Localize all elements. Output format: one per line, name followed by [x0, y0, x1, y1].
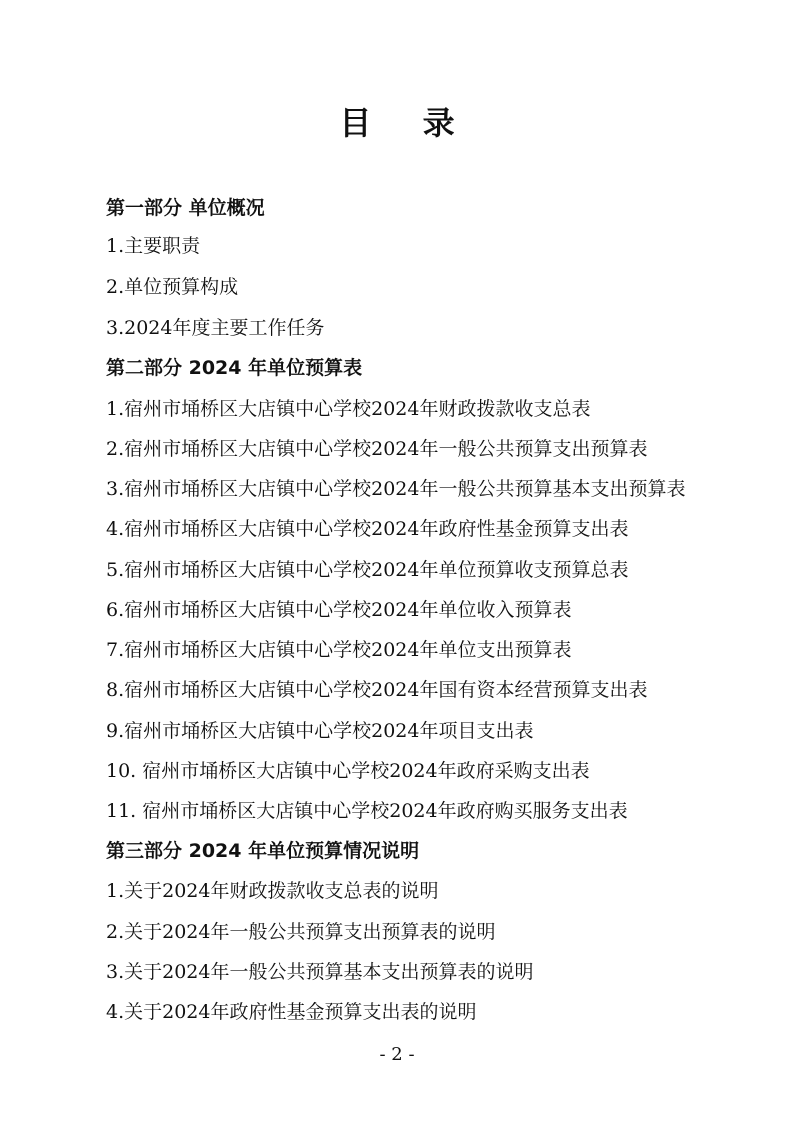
toc-entry: 2.宿州市埇桥区大店镇中心学校2024年一般公共预算支出预算表: [106, 438, 648, 460]
toc-entry: 1.主要职责: [106, 235, 201, 257]
toc-entry: 2.关于2024年一般公共预算支出预算表的说明: [106, 921, 496, 943]
toc-entry: 4.关于2024年政府性基金预算支出表的说明: [106, 1001, 477, 1023]
toc-entry: 5.宿州市埇桥区大店镇中心学校2024年单位预算收支预算总表: [106, 559, 629, 581]
toc-entry: 1.关于2024年财政拨款收支总表的说明: [106, 880, 439, 902]
section-heading: 第三部分 2024 年单位预算情况说明: [106, 840, 420, 862]
toc-entry: 3.宿州市埇桥区大店镇中心学校2024年一般公共预算基本支出预算表: [106, 478, 686, 500]
toc-entry: 1.宿州市埇桥区大店镇中心学校2024年财政拨款收支总表: [106, 398, 591, 420]
toc-entry: 7.宿州市埇桥区大店镇中心学校2024年单位支出预算表: [106, 639, 572, 661]
toc-entry: 9.宿州市埇桥区大店镇中心学校2024年项目支出表: [106, 720, 534, 742]
toc-entry: 11. 宿州市埇桥区大店镇中心学校2024年政府购买服务支出表: [106, 800, 628, 822]
section-heading: 第一部分 单位概况: [106, 197, 265, 219]
page-title: 目 录: [339, 104, 475, 142]
toc-entry: 4.宿州市埇桥区大店镇中心学校2024年政府性基金预算支出表: [106, 518, 629, 540]
toc-entry: 2.单位预算构成: [106, 276, 239, 298]
toc-entry: 3.关于2024年一般公共预算基本支出预算表的说明: [106, 961, 534, 983]
toc-entry: 10. 宿州市埇桥区大店镇中心学校2024年政府采购支出表: [106, 760, 590, 782]
toc-entry: 6.宿州市埇桥区大店镇中心学校2024年单位收入预算表: [106, 599, 572, 621]
toc-entry: 8.宿州市埇桥区大店镇中心学校2024年国有资本经营预算支出表: [106, 679, 648, 701]
page-number: - 2 -: [379, 1044, 415, 1065]
toc-entry: 3.2024年度主要工作任务: [106, 317, 325, 339]
section-heading: 第二部分 2024 年单位预算表: [106, 357, 363, 379]
